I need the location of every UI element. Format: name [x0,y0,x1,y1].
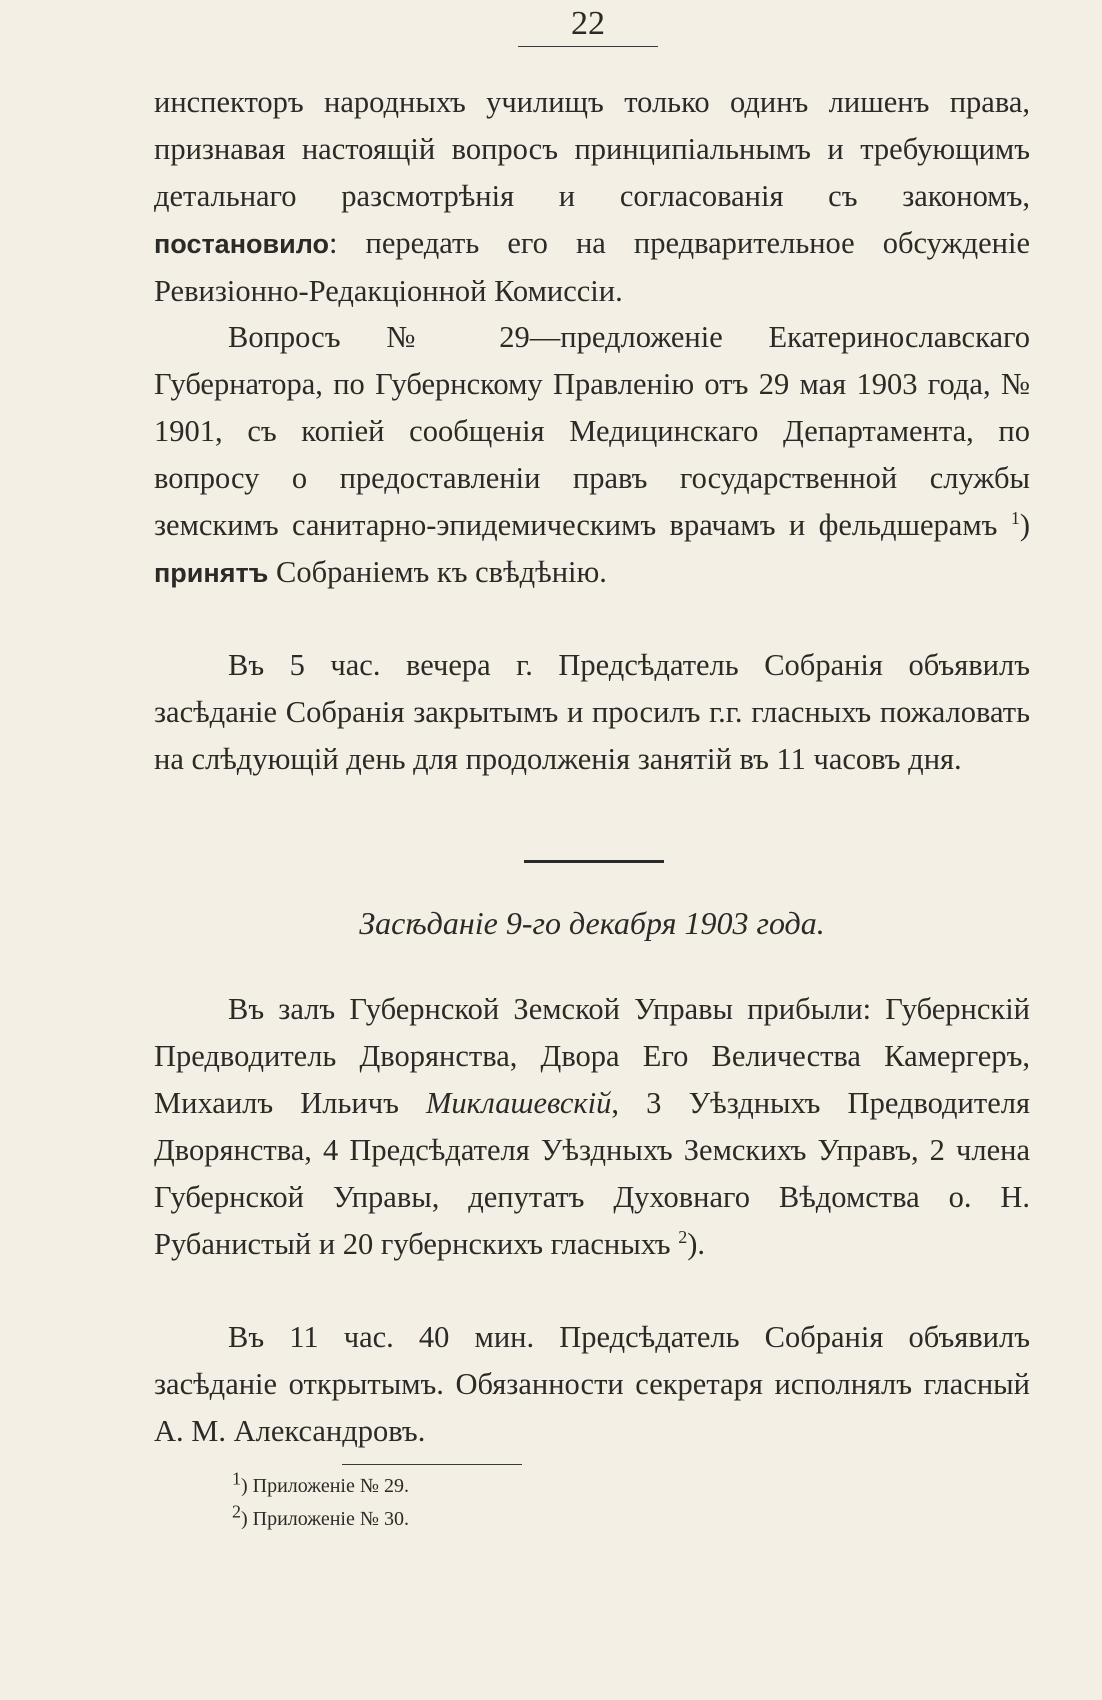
paragraph-1-text-a: инспекторъ народныхъ училищъ только одинъ лишенъ права, признавая настоящій вопросъ принципіальнымъ и требующимъ детальнаго разсмотрѣнія и согласованія съ закономъ, [154,85,1030,213]
paragraph-4-italic-name: Миклашевскій [426,1086,612,1120]
footnote-ref-2: 2 [678,1226,688,1247]
paragraph-5: Въ 11 час. 40 мин. Предсѣдатель Собранія объявилъ засѣданіе открытымъ. Обязанности секретаря исполнялъ гласный А. М. Александровъ. [154,1320,1030,1448]
paragraph-4 [154,986,1030,1268]
paragraph-4-text-c: ). [687,1227,705,1261]
paragraph-1 [154,79,1030,315]
paragraph-2-text-c: Собраніемъ къ свѣдѣнію. [268,555,607,589]
paragraph-4-text-b: , 3 Уѣздныхъ Предводителя Дворянства, 4 Предсѣдателя Уѣздныхъ Земскихъ Управъ, 2 члена Губернской Управы, депутатъ Духовнаго Вѣдомства о. Н. Рубанистый и 20 губернскихъ гласныхъ [154,1086,1030,1261]
footnote-rule [342,1464,522,1465]
paragraph-1-bold: постановило [154,229,329,259]
footnote-1 [232,1468,409,1500]
section-divider [524,860,664,863]
footnote-2 [232,1501,409,1533]
paragraph-2-text-a: Вопросъ № 29—предложеніе Екатеринославскаго Губернатора, по Губернскому Правленію отъ 29 мая 1903 года, № 1901, съ копіей сообщенія Медицинскаго Департамента, по вопросу о предоставленіи правъ государственной службы земскимъ санитарно-эпидемическимъ врачамъ и фельдшерамъ [154,320,1030,542]
footnote-ref-1: 1 [1010,507,1020,528]
footnote-2-text: ) Приложеніе № 30. [241,1508,409,1530]
paragraph-4-text-a: Въ залъ Губернской Земской Управы прибыли: Губернскій Предводитель Дворянства, Двора Его Величества Камергеръ, Михаилъ Ильичъ [154,992,1030,1120]
header-rule [518,46,658,47]
footnote-2-mark: 2 [232,1501,241,1522]
paragraph-2-bold: принятъ [154,558,269,588]
footnote-1-mark: 1 [232,1468,241,1489]
paragraph-3: Въ 5 час. вечера г. Предсѣдатель Собранія объявилъ засѣданіе Собранія закрытымъ и просилъ г.г. гласныхъ пожаловать на слѣдующій день для продолженія занятій въ 11 часовъ дня. [154,648,1030,776]
page-number: 22 [571,5,605,42]
paragraph-2 [154,314,1030,597]
paragraph-2-text-b: ) [1019,508,1030,542]
footnote-1-text: ) Приложеніе № 29. [241,1475,409,1497]
paragraph-1-text-b: : передать его на предварительное обсужденіе Ревизіонно-Редакціонной Комиссіи. [154,226,1030,308]
session-heading: Засѣданіе 9-го декабря 1903 года. [359,905,825,941]
